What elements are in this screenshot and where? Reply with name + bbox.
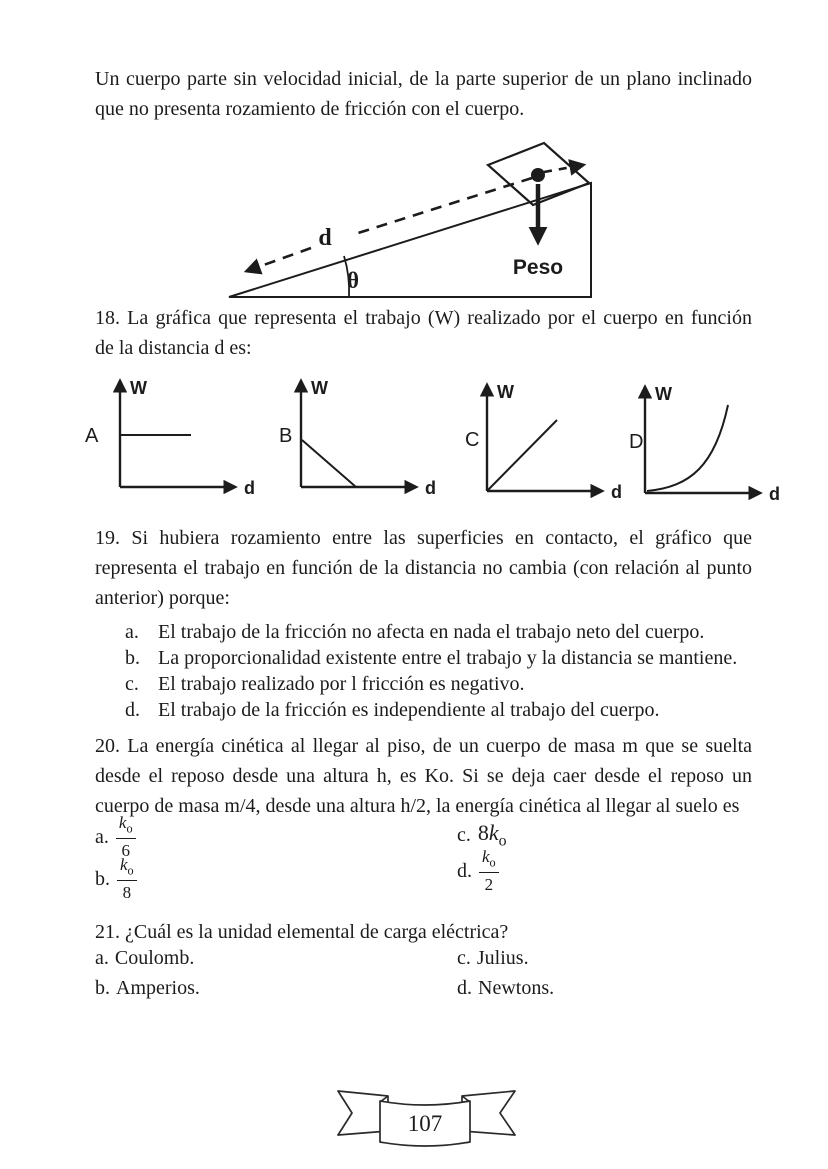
motion-dashed-arrow: [544, 165, 583, 172]
text-line: que no presenta rozamiento de fricción con el cuerpo.: [95, 98, 525, 120]
y-axis-label: W: [130, 378, 147, 398]
text-line: representa el trabajo en función de la distancia no cambia (con relación al punto: [95, 557, 752, 579]
option-19c: [125, 671, 750, 697]
page-number-ribbon: [322, 1086, 522, 1152]
angle-label: θ: [347, 268, 360, 293]
distance-dashed-arrow: [247, 248, 311, 271]
option-text: El trabajo realizado por l fricción es negativo.: [158, 673, 525, 695]
fraction-symbol: k: [118, 813, 127, 832]
fraction-subscript: o: [489, 855, 496, 870]
coefficient: 8: [477, 820, 489, 845]
option-21c: [457, 947, 529, 970]
option-label: d.: [125, 699, 140, 721]
expression-8ko: [478, 820, 507, 850]
option-20b: [95, 856, 137, 902]
curve-increasing: [487, 420, 557, 491]
x-axis-label: d: [769, 484, 780, 504]
option-label: b.: [95, 867, 110, 890]
weight-label: Peso: [512, 256, 564, 279]
center-of-mass-dot: [531, 168, 545, 182]
graph-option-d: [600, 378, 795, 508]
question-20-text: [95, 731, 752, 821]
text-line: Un cuerpo parte sin velocidad inicial, de la parte superior de un plano inclinado: [95, 68, 752, 90]
graph-letter: C: [465, 429, 480, 451]
option-label: b.: [125, 647, 140, 669]
option-text: El trabajo de la fricción no afecta en nada el trabajo neto del cuerpo.: [158, 621, 705, 643]
fraction-ko-over-2: [479, 848, 499, 894]
graph-letter: A: [85, 425, 99, 447]
text-line: 20. La energía cinética al llegar al piso, de un cuerpo de masa m que se suelta: [95, 735, 752, 757]
graph-option-a: [75, 372, 270, 502]
y-axis-label: W: [497, 382, 514, 402]
fraction-symbol: k: [120, 855, 128, 874]
y-axis-label: W: [311, 378, 328, 398]
graph-letter: D: [629, 431, 644, 453]
text-line: 18. La gráfica que representa el trabajo (W) realizado por el cuerpo en función: [95, 307, 752, 329]
option-text: Amperios.: [116, 977, 200, 999]
text-line: de la distancia d es:: [95, 337, 252, 359]
fraction-denominator: 8: [122, 883, 132, 903]
text-line: desde el reposo desde una altura h, es Ko. Si se deja caer desde el reposo un: [95, 765, 752, 787]
option-19b: [125, 645, 750, 671]
intro-paragraph: [95, 64, 752, 124]
fraction-symbol: k: [482, 847, 490, 866]
option-label: a.: [125, 621, 139, 643]
option-20d: [457, 848, 499, 894]
curve-decreasing: [302, 440, 356, 487]
option-label: c.: [457, 823, 471, 846]
option-text: El trabajo de la fricción es independiente al trabajo del cuerpo.: [158, 699, 660, 721]
inclined-plane-diagram: [213, 138, 608, 308]
y-axis-label: W: [655, 384, 672, 404]
fraction-ko-over-8: [117, 856, 137, 902]
option-label: a.: [95, 947, 109, 969]
option-19d: [125, 697, 750, 723]
option-label: b.: [95, 977, 110, 999]
option-label: c.: [125, 673, 139, 695]
text-line: anterior) porque:: [95, 587, 230, 609]
option-text: Newtons.: [478, 977, 555, 999]
graph-letter: B: [279, 425, 293, 447]
question-19-options: [125, 619, 750, 723]
option-text: La proporcionalidad existente entre el trabajo y la distancia se mantiene.: [158, 647, 738, 669]
option-label: d.: [457, 977, 472, 999]
x-axis-label: d: [425, 478, 436, 498]
symbol: k: [488, 820, 499, 845]
fraction-ko-over-6: [116, 814, 136, 860]
distance-label: d: [318, 225, 332, 251]
fraction-denominator: 2: [484, 875, 494, 895]
option-text: Coulomb.: [114, 947, 195, 969]
x-axis-label: d: [611, 482, 622, 502]
x-axis-label: d: [244, 478, 255, 498]
subscript: o: [498, 832, 507, 850]
option-20a: [95, 814, 136, 860]
question-19-text: [95, 523, 752, 613]
graph-option-b: [256, 372, 451, 502]
option-19a: [125, 619, 750, 645]
curve-exponential: [647, 405, 728, 491]
option-label: a.: [95, 825, 109, 848]
text-line: cuerpo de masa m/4, desde una altura h/2, la energía cinética al llegar al suelo es: [95, 795, 740, 817]
option-label: c.: [457, 947, 471, 969]
option-text: Julius.: [476, 947, 529, 969]
question-18-text: [95, 303, 752, 363]
distance-dashed-line-upper: [355, 178, 532, 234]
option-21a: [95, 947, 194, 970]
option-label: d.: [457, 859, 472, 882]
question-21-text: 21. ¿Cuál es la unidad elemental de carga eléctrica?: [95, 921, 509, 943]
page-number: 107: [407, 1111, 443, 1136]
option-20c: [457, 820, 507, 850]
fraction-subscript: o: [126, 821, 133, 836]
option-21b: [95, 977, 200, 1000]
option-21d: [457, 977, 554, 1000]
fraction-denominator: 6: [121, 841, 130, 861]
fraction-subscript: o: [127, 863, 134, 878]
text-line: 19. Si hubiera rozamiento entre las superficies en contacto, el gráfico que: [95, 527, 752, 549]
